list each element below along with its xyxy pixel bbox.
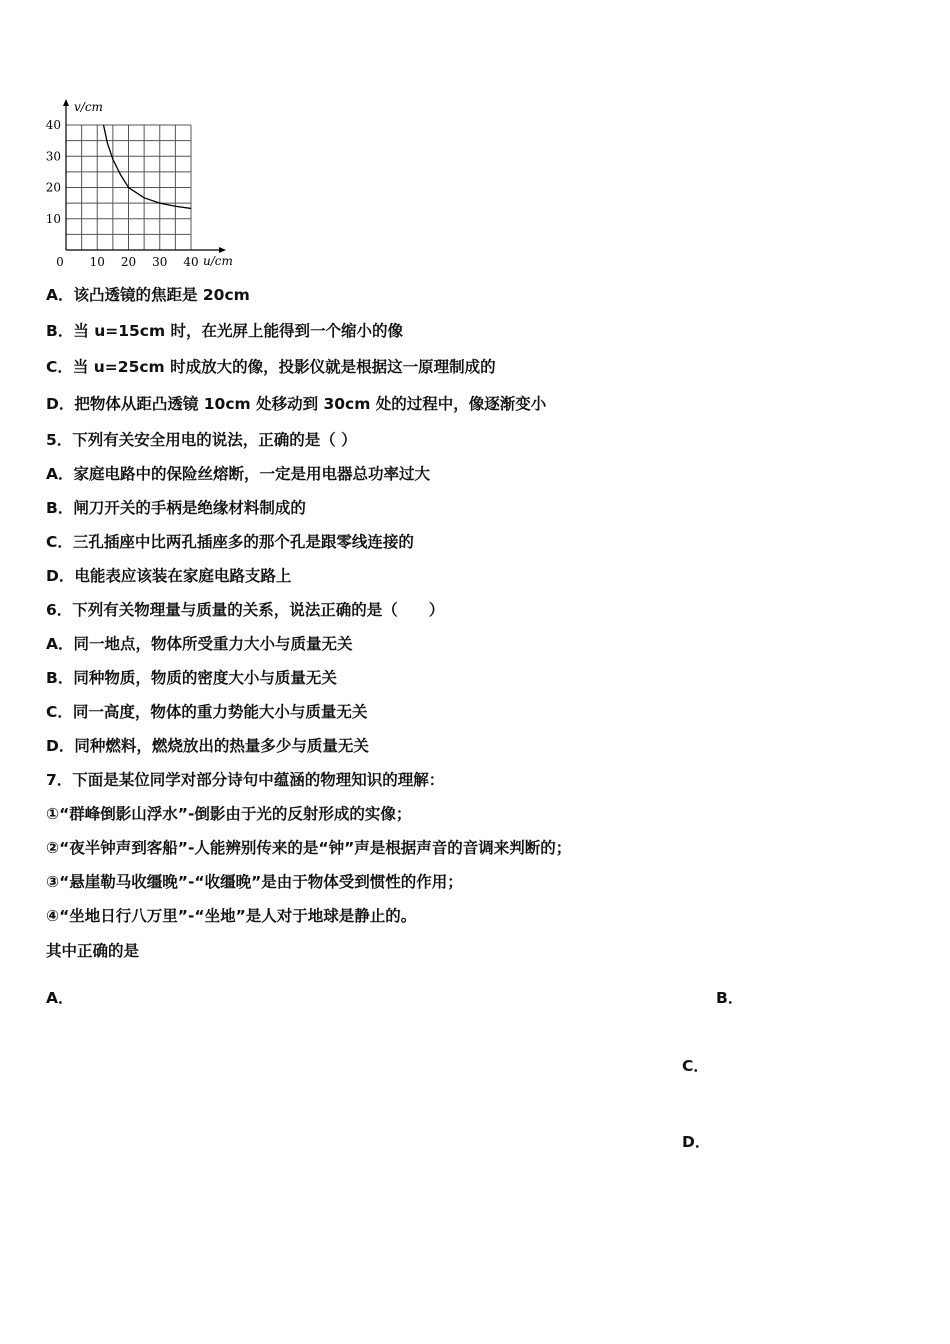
data-curve <box>104 125 192 208</box>
y-axis-arrow <box>63 99 69 106</box>
q6-option-a: A．同一地点，物体所受重力大小与质量无关 <box>46 635 353 653</box>
q6-option-d: D．同种燃料，燃烧放出的热量多少与质量无关 <box>46 737 369 755</box>
q7-item-4: ④“坐地日行八万里”-“坐地”是人对于地球是静止的。 <box>46 907 417 925</box>
q5-stem: 5．下列有关安全用电的说法，正确的是（ ） <box>46 431 357 449</box>
q7-option-c: C． <box>682 1057 709 1075</box>
q6-option-c: C．同一高度，物体的重力势能大小与质量无关 <box>46 703 368 721</box>
x-axis-arrow <box>219 247 226 253</box>
x-tick-label: 0 <box>56 255 64 269</box>
y-axis-label: v/cm <box>74 100 103 114</box>
q5-option-c: C．三孔插座中比两孔插座多的那个孔是跟零线连接的 <box>46 533 414 551</box>
y-tick-label: 20 <box>45 180 61 195</box>
x-tick-label: 20 <box>120 255 137 269</box>
q7-item-3: ③“悬崖勒马收缰晚”-“收缰晚”是由于物体受到惯性的作用； <box>46 873 463 891</box>
q7-option-b: B． <box>716 989 744 1007</box>
y-tick-label: 10 <box>45 211 61 226</box>
q7-item-2: ②“夜半钟声到客船”-人能辨别传来的是“钟”声是根据声音的音调来判断的； <box>46 839 572 857</box>
x-tick-label: 40 <box>183 255 199 269</box>
x-axis-label: u/cm <box>203 254 233 268</box>
q4-option-a: A．该凸透镜的焦距是 20cm <box>46 286 250 304</box>
lens-graph <box>40 96 280 271</box>
q6-option-b: B．同种物质，物质的密度大小与质量无关 <box>46 669 337 687</box>
q7-item-1: ①“群峰倒影山浮水”-倒影由于光的反射形成的实像； <box>46 805 412 823</box>
q5-option-b: B．闸刀开关的手柄是绝缘材料制成的 <box>46 499 306 517</box>
q7-option-d: D． <box>682 1133 711 1151</box>
q7-option-a: A． <box>46 989 74 1007</box>
q5-option-a: A．家庭电路中的保险丝熔断，一定是用电器总功率过大 <box>46 465 430 483</box>
y-tick-label: 40 <box>45 118 61 132</box>
x-tick-label: 10 <box>89 255 105 269</box>
x-tick-label: 30 <box>152 255 168 269</box>
q4-option-b: B．当 u=15cm 时，在光屏上能得到一个缩小的像 <box>46 322 404 340</box>
q6-stem: 6．下列有关物理量与质量的关系，说法正确的是（ ） <box>46 601 445 619</box>
q5-option-d: D．电能表应该装在家庭电路支路上 <box>46 567 292 585</box>
q7-stem: 7．下面是某位同学对部分诗句中蕴涵的物理知识的理解： <box>46 771 445 789</box>
q4-option-c: C．当 u=25cm 时成放大的像，投影仪就是根据这一原理制成的 <box>46 358 496 376</box>
q7-tail: 其中正确的是 <box>46 942 140 960</box>
y-tick-label: 30 <box>45 149 61 164</box>
q4-option-d: D．把物体从距凸透镜 10cm 处移动到 30cm 处的过程中，像逐渐变小 <box>46 395 547 413</box>
